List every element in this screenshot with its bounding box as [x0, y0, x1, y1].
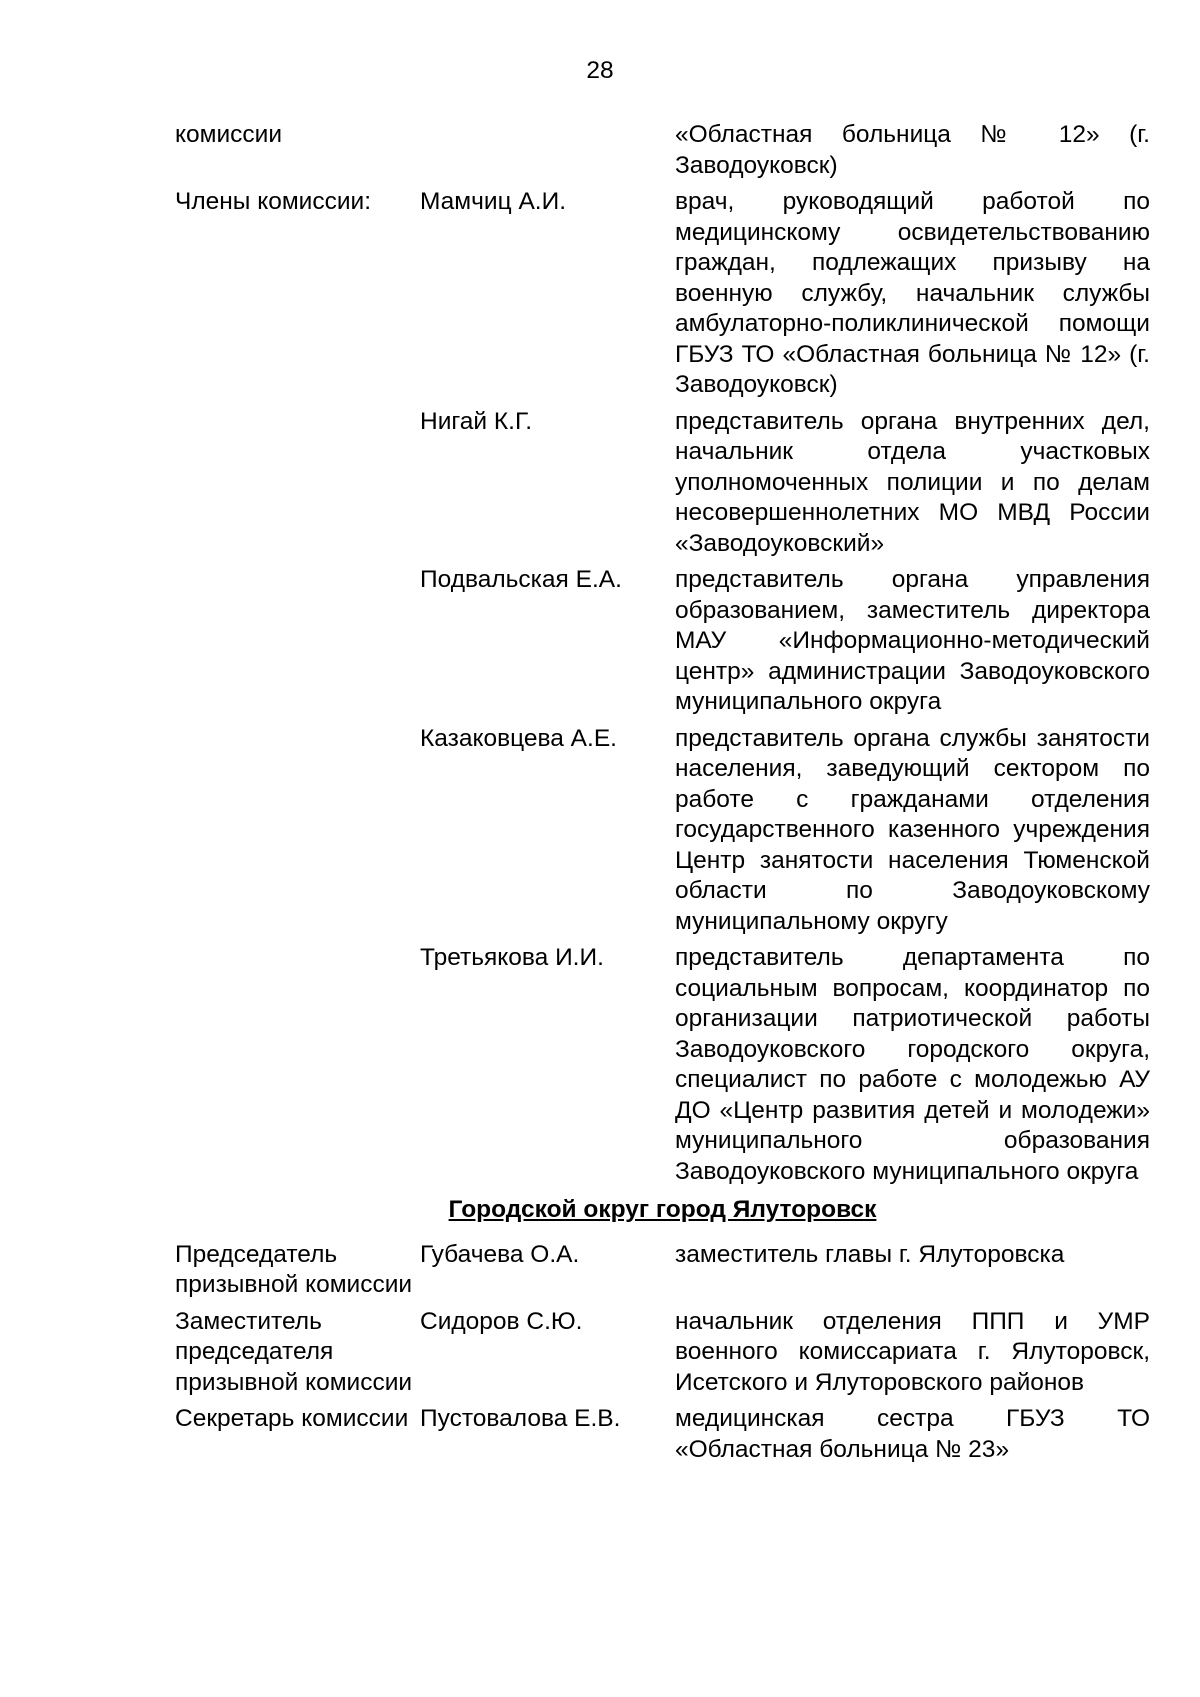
table-row: [175, 1404, 1150, 1465]
page-number: 28: [586, 57, 614, 84]
name-cell: Нигай К.Г.: [420, 407, 533, 435]
name-cell: [420, 120, 675, 187]
role-cell: Председатель призывной комиссии: [175, 1240, 413, 1298]
role-cell: [175, 943, 420, 1187]
name-cell: Казаковцева А.Е.: [420, 724, 617, 752]
position-cell: представитель департамента по социальным вопросам, координатор по организации патриотической работы Заводоуковского городского округа, специалист по работе с молодежью АУ ДО «Центр развития детей и молодежи» муниципального образования Заводоуковского муниципального округа: [675, 944, 1150, 1185]
table-row: [175, 1240, 1150, 1307]
table-row: [175, 1307, 1150, 1405]
role-cell: Заместитель председателя призывной комиссии: [175, 1307, 413, 1396]
section-title: Городской округ город Ялуторовск: [448, 1196, 877, 1223]
table-row: [175, 724, 1150, 944]
section-heading-row: [175, 1187, 1150, 1240]
name-cell: Подвальская Е.А.: [420, 566, 622, 593]
position-cell: начальник отделения ППП и УМР военного комиссариата г. Ялуторовск, Исетского и Ялуторовского районов: [675, 1307, 1150, 1396]
name-cell: Пустовалова Е.В.: [420, 1405, 621, 1432]
name-cell: Мамчиц А.И.: [420, 188, 567, 215]
name-cell: Губачева О.А.: [420, 1240, 580, 1268]
table-row: [175, 565, 1150, 724]
section-heading-cell: [175, 1187, 1150, 1240]
name-cell: Сидоров С.Ю.: [420, 1307, 583, 1335]
position-cell: заместитель главы г. Ялуторовска: [675, 1240, 1065, 1268]
role-cell: [175, 565, 420, 724]
table-row: [175, 120, 1150, 187]
role-cell: Члены комиссии:: [175, 188, 372, 215]
table-row: [175, 943, 1150, 1187]
role-cell: [175, 724, 420, 944]
commission-table: [175, 120, 1150, 1465]
table-row: [175, 187, 1150, 407]
position-cell: представитель органа управления образованием, заместитель директора МАУ «Информационно-методический центр» администрации Заводоуковского муниципального округа: [675, 566, 1150, 715]
name-cell: Третьякова И.И.: [420, 944, 604, 971]
role-cell: комиссии: [175, 121, 283, 148]
position-cell: врач, руководящий работой по медицинскому освидетельствованию граждан, подлежащих призыву на военную службу, начальник службы амбулаторно-поликлинической помощи ГБУЗ ТО «Областная больница № 12» (г. Заводоуковск): [675, 188, 1150, 398]
table-row: [175, 407, 1150, 566]
role-cell: [175, 407, 420, 566]
position-cell: медицинская сестра ГБУЗ ТО «Областная больница № 23»: [675, 1405, 1150, 1463]
position-cell: «Областная больница № 12» (г. Заводоуковск): [675, 121, 1150, 179]
position-cell: представитель органа внутренних дел, начальник отдела участковых уполномоченных полиции и по делам несовершеннолетних МО МВД России «Заводоуковский»: [675, 407, 1150, 557]
position-cell: представитель органа службы занятости населения, заведующий сектором по работе с гражданами отделения государственного казенного учреждения Центр занятости населения Тюменской области по Заводоуковскому муниципальному округу: [675, 724, 1150, 935]
role-cell: Секретарь комиссии: [175, 1405, 409, 1432]
